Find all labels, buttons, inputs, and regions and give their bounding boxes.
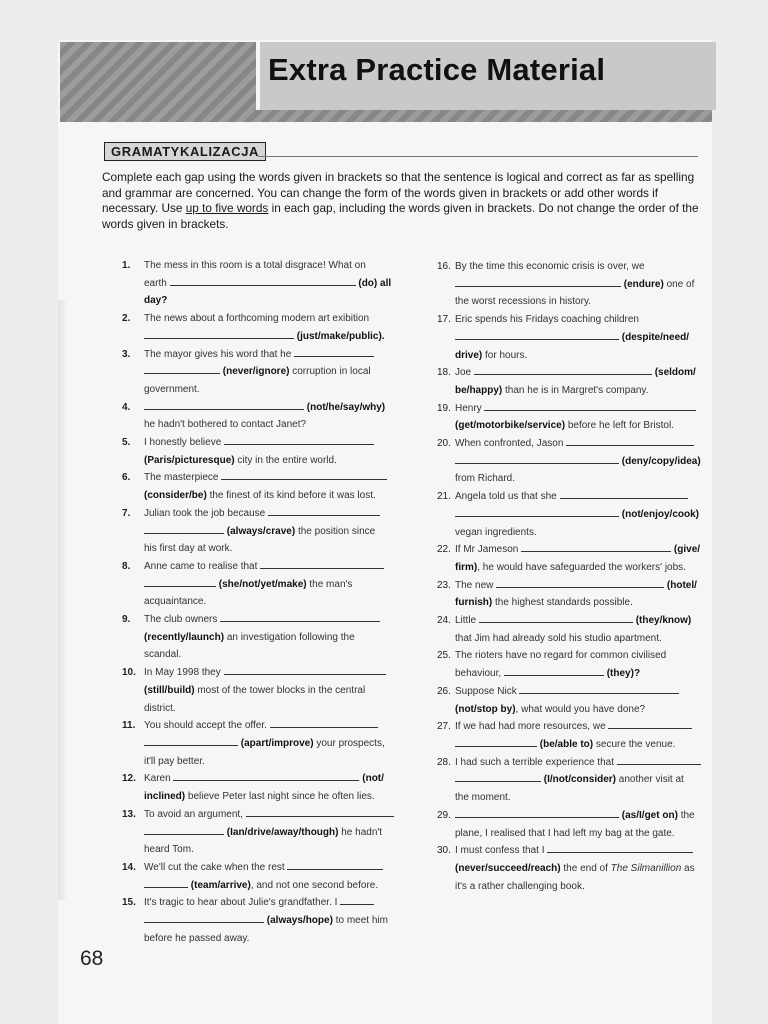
answer-gap[interactable] <box>617 754 701 765</box>
exercise-item <box>437 647 715 682</box>
item-number: 19. <box>437 402 451 414</box>
exercise-item <box>122 664 400 717</box>
answer-gap[interactable] <box>287 859 383 870</box>
item-text: You should accept the offer. (apart/improve) your prospects, it'll pay better. <box>144 717 400 770</box>
exercise-item <box>437 842 715 895</box>
answer-gap[interactable] <box>484 400 696 411</box>
item-number: 14. <box>122 861 136 873</box>
exercise-item <box>437 577 715 612</box>
item-text: Anne came to realise that (she/not/yet/make) the man's acquaintance. <box>144 558 400 611</box>
item-number: 12. <box>122 773 136 785</box>
page-title: Extra Practice Material <box>268 52 606 87</box>
section-divider <box>258 156 698 157</box>
item-number: 27. <box>437 721 451 733</box>
item-number: 13. <box>122 808 136 820</box>
page-shadow <box>58 300 68 900</box>
exercise-item <box>122 346 400 399</box>
answer-gap[interactable] <box>144 399 304 410</box>
item-number: 30. <box>437 845 451 857</box>
answer-gap[interactable] <box>566 435 694 446</box>
item-text: In May 1998 they (still/build) most of the tower blocks in the central district. <box>144 664 400 717</box>
answer-gap[interactable] <box>455 276 621 287</box>
item-text: The masterpiece (consider/be) the finest of its kind before it was lost. <box>144 469 400 504</box>
item-text: The news about a forthcoming modern art exibition (just/make/public). <box>144 313 385 342</box>
exercise-column-left <box>122 257 400 947</box>
answer-gap[interactable] <box>519 683 679 694</box>
exercise-item <box>437 683 715 718</box>
item-number: 20. <box>437 438 451 450</box>
item-text: The rioters have no regard for common civilised behaviour, (they)? <box>455 650 667 680</box>
answer-gap[interactable] <box>294 346 374 357</box>
exercise-item <box>122 399 400 434</box>
exercise-item <box>437 258 715 311</box>
answer-gap[interactable] <box>221 469 387 480</box>
answer-gap[interactable] <box>220 611 380 622</box>
item-text: Suppose Nick (not/stop by), what would you have done? <box>455 683 715 718</box>
exercise-item <box>122 611 400 664</box>
item-number: 21. <box>437 491 451 503</box>
exercise-item <box>437 612 715 647</box>
item-text: By the time this economic crisis is over, we (endure) one of the worst recessions in history. <box>455 261 695 308</box>
exercise-item <box>122 505 400 558</box>
exercise-item <box>122 310 400 345</box>
answer-gap[interactable] <box>270 717 378 728</box>
item-number: 26. <box>437 685 451 697</box>
section-label: GRAMATYKALIZACJA <box>104 142 266 161</box>
answer-gap[interactable] <box>496 577 664 588</box>
answer-gap[interactable] <box>455 506 619 517</box>
item-text: When confronted, Jason (deny/copy/idea) from Richard. <box>455 435 715 488</box>
answer-gap[interactable] <box>144 363 220 374</box>
item-number: 3. <box>122 348 131 360</box>
answer-gap[interactable] <box>246 806 394 817</box>
exercise-item <box>122 434 400 469</box>
item-number: 16. <box>437 261 451 272</box>
item-text: Julian took the job because (always/crave) the position since his first day at work. <box>144 505 400 558</box>
item-number: 1. <box>122 260 131 271</box>
instructions <box>102 170 700 232</box>
item-number: 29. <box>437 809 451 821</box>
item-text: Karen (not/ inclined) believe Peter last night since he often lies. <box>144 770 400 805</box>
item-text: It's tragic to hear about Julie's grandfather. I (always/hope) to meet him before he passed away. <box>144 894 400 947</box>
item-text: I must confess that I (never/succeed/reach) the end of The Silmanillion as it's a rather challenging book. <box>455 842 715 895</box>
item-text: Henry (get/motorbike/service) before he left for Bristol. <box>455 400 715 435</box>
item-number: 25. <box>437 650 451 662</box>
item-text: The new (hotel/ furnish) the highest standards possible. <box>455 577 715 612</box>
instructions-text-end: in each gap, including the words given in brackets. Do not change the order of the words given in brackets. <box>102 201 699 231</box>
exercise-item <box>437 807 715 842</box>
answer-gap[interactable] <box>224 434 374 445</box>
answer-gap[interactable] <box>144 523 224 534</box>
answer-gap[interactable] <box>608 718 692 729</box>
exercise-item <box>122 469 400 504</box>
answer-gap[interactable] <box>224 664 386 675</box>
item-text: I had such a terrible experience that (I/not/consider) another visit at the moment. <box>455 754 715 807</box>
item-text: If Mr Jameson (give/ firm), he would have safeguarded the workers' jobs. <box>455 541 715 576</box>
item-text: If we had had more resources, we (be/able to) secure the venue. <box>455 718 715 753</box>
instructions-emphasis: up to five words <box>185 201 269 216</box>
answer-gap[interactable] <box>455 736 537 747</box>
exercise-item <box>122 770 400 805</box>
exercise-item <box>437 311 715 364</box>
item-text: Joe (seldom/ be/happy) than he is in Margret's company. <box>455 364 715 399</box>
item-number: 24. <box>437 615 451 627</box>
page-number: 68 <box>80 947 104 970</box>
answer-gap[interactable] <box>173 770 359 781</box>
item-text: Eric spends his Fridays coaching children (despite/need/ drive) for hours. <box>455 314 690 361</box>
item-number: 23. <box>437 579 451 591</box>
answer-gap[interactable] <box>268 505 380 516</box>
exercise-item <box>437 718 715 753</box>
answer-gap[interactable] <box>144 328 294 339</box>
answer-gap[interactable] <box>170 275 356 286</box>
item-text: To avoid an argument, (Ian/drive/away/though) he hadn't heard Tom. <box>144 806 400 859</box>
answer-gap[interactable] <box>455 807 619 818</box>
item-number: 6. <box>122 472 131 484</box>
item-number: 18. <box>437 367 451 379</box>
item-number: 7. <box>122 507 131 519</box>
instructions-text: Complete each gap using the words given in brackets so that the sentence is logical and correct as far as spelling and grammar are concerned. You can change the form of the words given in brackets or add other words if necessary. Use <box>102 170 695 216</box>
item-number: 17. <box>437 314 451 326</box>
item-number: 5. <box>122 437 131 449</box>
item-number: 22. <box>437 544 451 556</box>
answer-gap[interactable] <box>144 824 224 835</box>
item-number: 15. <box>122 897 136 909</box>
item-number: 8. <box>122 560 131 572</box>
item-number: 2. <box>122 313 131 325</box>
answer-gap[interactable] <box>547 842 693 853</box>
exercise-column-right <box>437 258 715 895</box>
item-text: The mayor gives his word that he (never/ignore) corruption in local government. <box>144 346 400 399</box>
answer-gap[interactable] <box>144 576 216 587</box>
exercise-item <box>122 806 400 859</box>
item-number: 10. <box>122 667 136 679</box>
answer-gap[interactable] <box>144 735 238 746</box>
exercise-item <box>437 400 715 435</box>
item-number: 11. <box>122 720 136 732</box>
exercise-item <box>437 435 715 488</box>
item-number: 28. <box>437 756 451 768</box>
item-text: Little (they/know) that Jim had already sold his studio apartment. <box>455 612 715 647</box>
item-text: (as/I/get on) the plane, I realised that I had left my bag at the gate. <box>455 807 715 842</box>
answer-gap[interactable] <box>144 912 264 923</box>
exercise-item <box>437 364 715 399</box>
item-text: I honestly believe (Paris/picturesque) city in the entire world. <box>144 434 400 469</box>
answer-gap[interactable] <box>144 877 188 888</box>
exercise-item <box>122 257 400 310</box>
answer-gap[interactable] <box>479 612 633 623</box>
answer-gap[interactable] <box>455 771 541 782</box>
exercise-item <box>437 541 715 576</box>
answer-gap[interactable] <box>455 329 619 340</box>
item-text: Angela told us that she (not/enjoy/cook) vegan ingredients. <box>455 488 715 541</box>
answer-gap[interactable] <box>474 364 652 375</box>
item-text: The club owners (recently/launch) an investigation following the scandal. <box>144 611 400 664</box>
answer-gap[interactable] <box>521 541 671 552</box>
item-text: (not/he/say/why) he hadn't bothered to contact Janet? <box>144 399 400 434</box>
item-number: 9. <box>122 614 131 626</box>
answer-gap[interactable] <box>560 488 688 499</box>
answer-gap[interactable] <box>455 453 619 464</box>
exercise-item <box>437 488 715 541</box>
exercise-item <box>122 894 400 947</box>
exercise-item <box>122 717 400 770</box>
item-number: 4. <box>122 401 131 413</box>
exercise-item <box>122 859 400 894</box>
exercise-item <box>122 558 400 611</box>
answer-gap[interactable] <box>260 558 384 569</box>
answer-gap[interactable] <box>504 665 604 676</box>
item-text: We'll cut the cake when the rest (team/arrive), and not one second before. <box>144 859 400 894</box>
exercise-item <box>437 754 715 807</box>
item-text: The mess in this room is a total disgrace! What on earth (do) all day? <box>144 260 392 307</box>
answer-gap[interactable] <box>340 894 374 905</box>
